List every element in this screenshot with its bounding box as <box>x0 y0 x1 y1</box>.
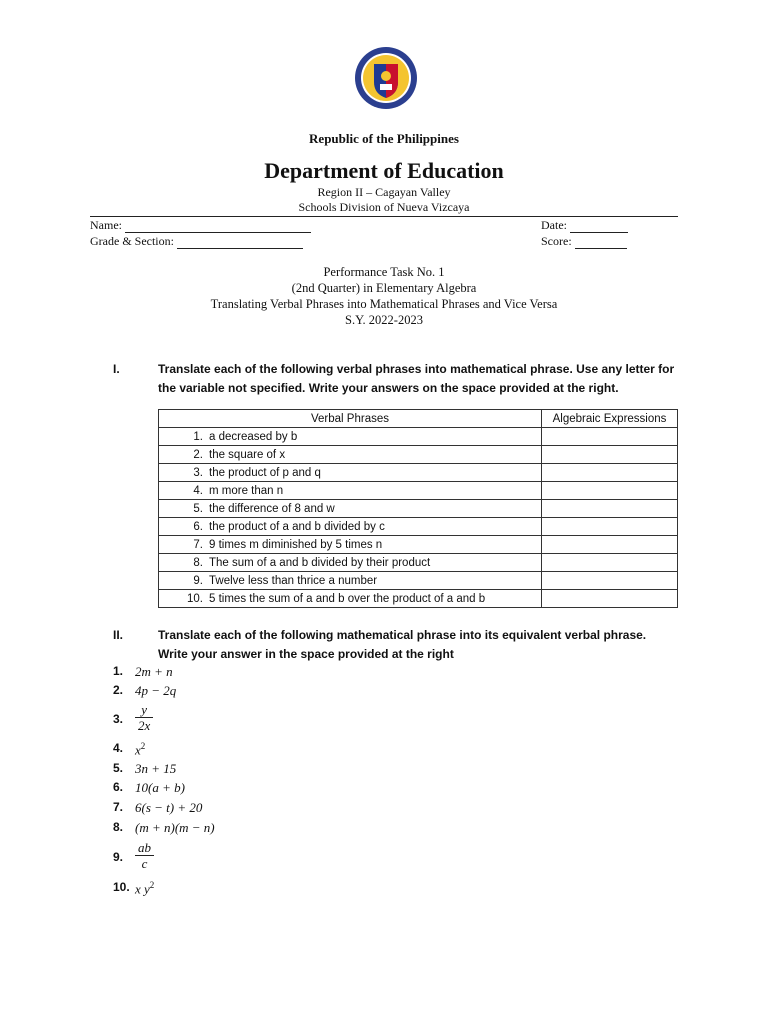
math-expression: 4p − 2q <box>135 683 177 698</box>
fraction-expression <box>135 702 153 733</box>
table-row <box>159 464 678 482</box>
table-row <box>159 446 678 464</box>
answer-cell[interactable] <box>542 590 678 608</box>
row-text: the product of p and q <box>209 466 321 479</box>
grade-section-field <box>90 234 303 249</box>
division-line: Schools Division of Nueva Vizcaya <box>298 200 470 214</box>
row-number: 7. <box>193 538 203 551</box>
table-row <box>159 554 678 572</box>
table-row <box>159 428 678 446</box>
row-text: a decreased by b <box>209 430 298 443</box>
item-number: 4. <box>113 741 124 755</box>
date-label: Date: <box>541 218 567 232</box>
region-line: Region II – Cagayan Valley <box>317 185 451 199</box>
math-expression-list <box>113 664 413 904</box>
item-number: 2. <box>113 683 124 697</box>
verbal-phrase-cell <box>159 428 542 446</box>
republic-heading: Republic of the Philippines <box>309 131 459 146</box>
answer-cell[interactable] <box>542 554 678 572</box>
power-base: x y <box>135 881 150 897</box>
verbal-phrase-cell <box>159 590 542 608</box>
row-number: 5. <box>193 502 203 515</box>
answer-cell[interactable] <box>542 572 678 590</box>
answer-cell[interactable] <box>542 482 678 500</box>
row-text: the product of a and b divided by c <box>209 520 385 533</box>
table-row <box>159 572 678 590</box>
row-text: the difference of 8 and w <box>209 502 335 515</box>
task-school-year: S.Y. 2022-2023 <box>345 313 423 327</box>
item-number: 10. <box>113 880 130 894</box>
row-number: 1. <box>193 430 203 443</box>
row-number: 9. <box>193 574 203 587</box>
verbal-phrase-cell <box>159 446 542 464</box>
item-number: 1. <box>113 664 124 678</box>
verbal-phrases-header: Verbal Phrases <box>159 410 542 428</box>
fraction-numerator: ab <box>135 840 154 856</box>
algebraic-expressions-header: Algebraic Expressions <box>542 410 678 428</box>
part2-numeral: II. <box>113 628 124 642</box>
task-quarter: (2nd Quarter) in Elementary Algebra <box>291 281 477 295</box>
answer-cell[interactable] <box>542 464 678 482</box>
part2-instruction: Translate each of the following mathematical phrase into its equivalent verbal phrase. Write your answer in the space provided at the right <box>158 628 647 661</box>
verbal-phrase-cell <box>159 518 542 536</box>
verbal-phrase-cell <box>159 536 542 554</box>
row-text: Twelve less than thrice a number <box>209 574 378 587</box>
fraction-denominator: 2x <box>138 718 151 733</box>
answer-cell[interactable] <box>542 536 678 554</box>
grade-section-blank[interactable] <box>177 236 303 249</box>
verbal-phrase-cell <box>159 482 542 500</box>
item-number: 5. <box>113 761 124 775</box>
power-base: x <box>135 742 141 758</box>
name-field <box>90 218 311 233</box>
date-blank[interactable] <box>570 220 628 233</box>
deped-seal-logo <box>354 46 418 110</box>
fraction-expression <box>135 840 154 871</box>
row-number: 10. <box>187 592 203 605</box>
name-label: Name: <box>90 218 122 232</box>
date-field <box>541 218 628 233</box>
department-title: Department of Education <box>264 158 504 183</box>
row-text: 9 times m diminished by 5 times n <box>209 538 383 551</box>
item-number: 3. <box>113 712 124 726</box>
verbal-phrase-cell <box>159 500 542 518</box>
score-field <box>541 234 627 249</box>
item-number: 7. <box>113 800 124 814</box>
answer-cell[interactable] <box>542 500 678 518</box>
row-number: 4. <box>193 484 203 497</box>
row-text: the square of x <box>209 448 286 461</box>
part1-instruction: Translate each of the following verbal phrases into mathematical phrase. Use any letter for the variable not specified. Write your answers on the space provided at the right. <box>158 362 675 395</box>
item-number: 8. <box>113 820 124 834</box>
part1-numeral: I. <box>113 362 120 376</box>
power-exponent: 2 <box>149 880 155 890</box>
header-divider <box>90 216 678 217</box>
row-number: 8. <box>193 556 203 569</box>
verbal-phrase-cell <box>159 572 542 590</box>
table-header-row <box>159 410 678 428</box>
fraction-denominator: c <box>141 856 148 871</box>
answer-cell[interactable] <box>542 428 678 446</box>
score-label: Score: <box>541 234 572 248</box>
verbal-phrases-table <box>158 409 678 608</box>
verbal-phrase-cell <box>159 554 542 572</box>
math-expression: 3n + 15 <box>135 761 177 776</box>
table-row <box>159 500 678 518</box>
table-row <box>159 590 678 608</box>
row-number: 6. <box>193 520 203 533</box>
table-row <box>159 482 678 500</box>
score-blank[interactable] <box>575 236 627 249</box>
task-title: Performance Task No. 1 <box>323 265 445 279</box>
fraction-numerator: y <box>135 702 153 718</box>
row-text: The sum of a and b divided by their product <box>209 556 431 569</box>
math-expression: (m + n)(m − n) <box>135 820 215 835</box>
answer-cell[interactable] <box>542 518 678 536</box>
table-row <box>159 518 678 536</box>
item-number: 9. <box>113 850 124 864</box>
verbal-phrase-cell <box>159 464 542 482</box>
grade-section-label: Grade & Section: <box>90 234 174 248</box>
table-row <box>159 536 678 554</box>
row-text: m more than n <box>209 484 284 497</box>
answer-cell[interactable] <box>542 446 678 464</box>
math-expression: 6(s − t) + 20 <box>135 800 203 815</box>
name-blank[interactable] <box>125 220 311 233</box>
power-exponent: 2 <box>140 741 146 751</box>
row-number: 3. <box>193 466 203 479</box>
item-number: 6. <box>113 780 124 794</box>
row-number: 2. <box>193 448 203 461</box>
math-expression: 2m + n <box>135 664 173 679</box>
task-topic: Translating Verbal Phrases into Mathematical Phrases and Vice Versa <box>210 297 558 311</box>
row-text: 5 times the sum of a and b over the product of a and b <box>209 592 486 605</box>
math-expression: 10(a + b) <box>135 780 185 795</box>
